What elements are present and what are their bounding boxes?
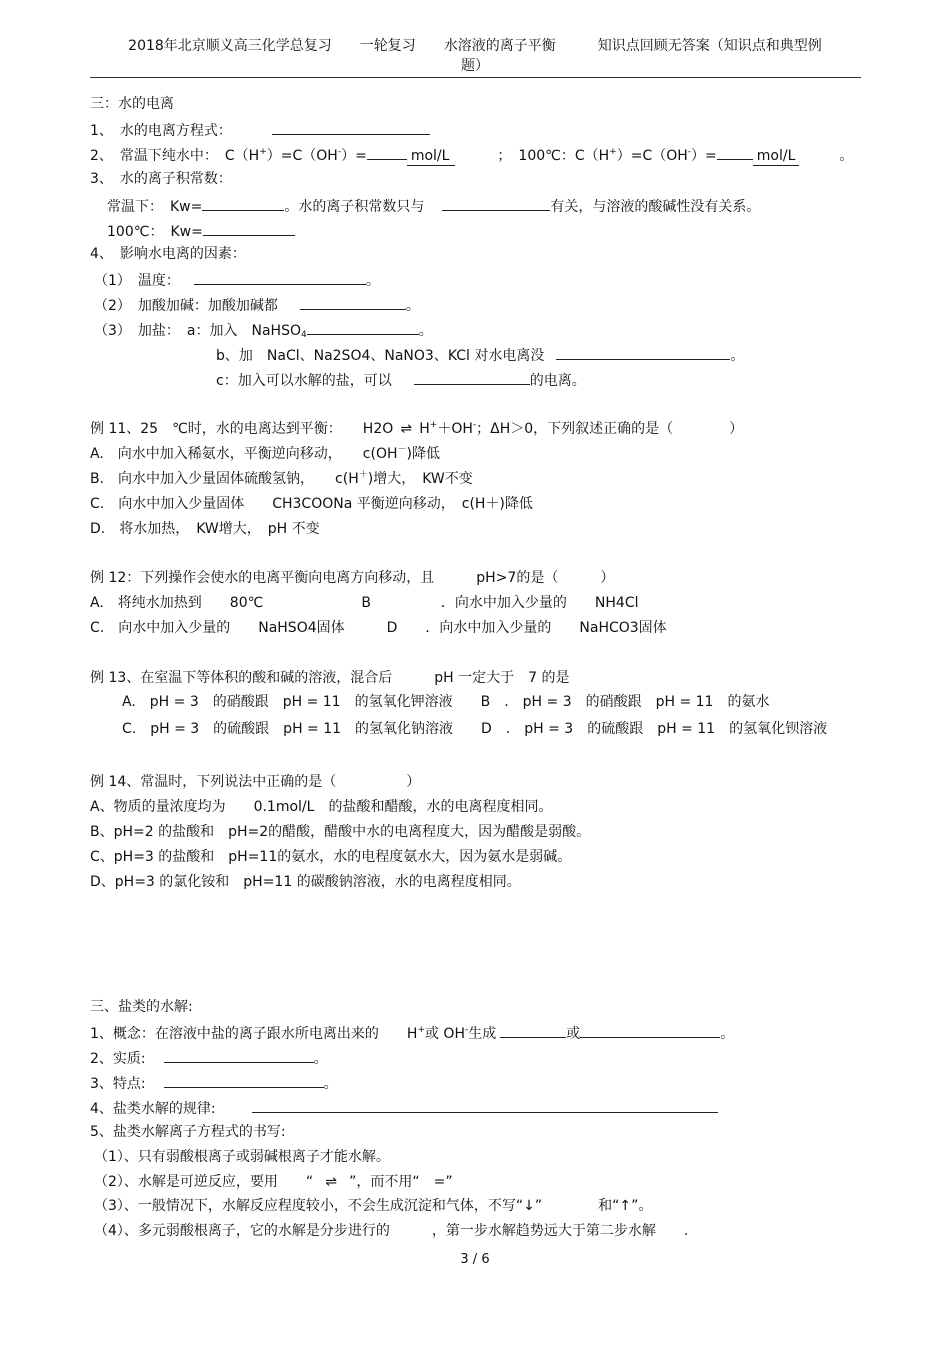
ex11-option-d: D. 将水加热， KW增大， pH 不变 (90, 521, 320, 537)
ex11-stem-a: 例 11、25 ℃时，水的电离达到平衡： H2O (90, 421, 394, 437)
item-2-text-f: ）= (691, 148, 717, 164)
salt-rule-2-b: ”，而不用“ =” (349, 1174, 453, 1190)
kw-tail-text: 有关，与溶液的酸碱性没有关系。 (550, 199, 761, 215)
item-2 (90, 145, 853, 166)
salt-item-1 (90, 1023, 734, 1043)
salt-item-3 (90, 1073, 338, 1093)
blank-salt-c (414, 370, 530, 385)
period: 。 (313, 1051, 328, 1067)
factor-temperature-label: （1） 温度： (94, 273, 180, 289)
example-12-stem: 例 12：下列操作会使水的电离平衡向电离方向移动，且 pH>7的是（ ） (90, 570, 615, 586)
salt-rule-label: 4、盐类水解的规律: (90, 1101, 216, 1117)
salt-rule-3: （3）、一般情况下，水解反应程度较小，不会生成沉淀和气体，不写“↓” 和“↑”。 (94, 1198, 653, 1214)
superscript-plus-4: ＋ (358, 470, 368, 480)
salt-item-5: 5、盐类水解离子方程式的书写: (90, 1124, 286, 1140)
header-line-1: 2018年北京顺义高三化学总复习 一轮复习 水溶液的离子平衡 知识点回顾无答案（知识点和典型例 (128, 38, 822, 54)
salt-concept-text: 1、概念：在溶液中盐的离子跟水所电离出来的 H (90, 1026, 418, 1042)
superscript-plus-5: + (417, 1025, 425, 1035)
page-header (90, 36, 860, 76)
unit-mol-per-l: mol/L (407, 147, 456, 166)
blank-25c-concentration (367, 145, 407, 160)
item-4: 4、 影响水电离的因素： (90, 246, 246, 262)
blank-rule (252, 1098, 718, 1113)
superscript-plus-2: + (609, 147, 617, 157)
page-number: 3 / 6 (460, 1252, 490, 1267)
ex12-options-cd: C. 向水中加入少量的 NaHSO4固体 D ．向水中加入少量的 NaHCO3固体 (90, 620, 667, 636)
ex11-b-text: B. 向水中加入少量固体硫酸氢钠， c(H (90, 471, 359, 487)
example-13-stem: 例 13、在室温下等体积的酸和碱的溶液，混合后 pH 一定大于 7 的是 (90, 670, 570, 686)
item-4-2 (94, 295, 420, 315)
period: 。 (720, 1026, 735, 1042)
blank-salt-b (556, 345, 730, 360)
salt-rule-4: （4）、多元弱酸根离子，它的水解是分步进行的 ，第一步水解趋势远大于第二步水解 . (94, 1223, 689, 1239)
kw-100c-label: 100℃： Kw= (107, 224, 203, 240)
ex11-option-c: C. 向水中加入少量固体 CH3COONa 平衡逆向移动， c(H＋)降低 (90, 496, 533, 512)
superscript-plus: + (259, 147, 267, 157)
salt-c-text: c：加入可以水解的盐，可以 (216, 373, 392, 389)
ex11-b-tail: )增大， KW不变 (367, 471, 473, 487)
period: 。 (323, 1076, 338, 1092)
ex12-options-ab: A. 将纯水加热到 80℃ B ．向水中加入少量的 NH4Cl (90, 595, 639, 611)
item-3-room-temp (107, 196, 760, 216)
salt-concept-or-2: 或 (566, 1026, 581, 1042)
salt-item-4 (90, 1098, 718, 1118)
item-4-3 (94, 320, 433, 340)
salt-rule-1: （1）、只有弱酸根离子或弱碱根离子才能水解。 (94, 1149, 390, 1165)
header-line-2: 题） (461, 58, 489, 74)
item-2-text-b: ）=C（OH (266, 148, 338, 164)
superscript-plus-3: + (429, 420, 438, 430)
kw-room-temp-label: 常温下： Kw= (107, 199, 203, 215)
blank-concept-2 (580, 1023, 720, 1038)
reversible-arrow-icon: ⇌ (325, 1174, 338, 1190)
item-2-period: 。 (839, 148, 854, 164)
salt-rule-2 (94, 1173, 453, 1191)
item-4-3-c (216, 370, 586, 390)
item-1-label: 1、 水的电离方程式： (90, 123, 232, 139)
ex11-stem-c: ＋OH (437, 421, 473, 437)
kw-depends-text: 。水的离子积常数只与 (284, 199, 425, 215)
blank-kw-100c (203, 221, 295, 236)
period: 。 (418, 323, 433, 339)
equilibrium-arrow-icon: ⇌ (400, 421, 413, 437)
blank-acid-base (300, 295, 406, 310)
superscript-minus-5: - (464, 1025, 469, 1035)
salt-rule-2-a: （2）、水解是可逆反应，要用 “ (94, 1174, 314, 1190)
item-4-3-b (216, 345, 744, 365)
ex11-option-b (90, 470, 473, 488)
ex11-a-tail: )降低 (406, 446, 440, 462)
item-3-100c (107, 221, 295, 241)
salt-feature-label: 3、特点: (90, 1076, 146, 1092)
unit-mol-per-l-2: mol/L (753, 147, 800, 166)
header-divider (90, 77, 861, 78)
section-title-salt-hydrolysis: 三、盐类的水解: (90, 999, 193, 1015)
salt-concept-produce: 生成 (468, 1026, 497, 1042)
blank-kw-room-temp (202, 196, 284, 211)
item-2-text-d: ； 100℃：C（H (497, 148, 610, 164)
subscript-4: 4 (300, 330, 307, 340)
ex13-options-cd: C. pH = 3 的硫酸跟 pH = 11 的氢氧化钠溶液 D . pH = 3 的硫酸跟 pH = 11 的氢氧化钡溶液 (122, 721, 828, 737)
factor-acid-base-label: （2） 加酸加碱：加酸加碱都 (94, 298, 278, 314)
factor-salt-label: （3） 加盐： a：加入 NaHSO (94, 323, 301, 339)
item-3: 3、 水的离子积常数： (90, 171, 232, 187)
item-1 (90, 120, 430, 140)
example-11-stem (90, 420, 743, 438)
blank-kw-depends (442, 196, 550, 211)
superscript-minus-2: - (687, 147, 692, 157)
ex11-a-text: A. 向水中加入稀氨水，平衡逆向移动， c(OH (90, 446, 398, 462)
blank-essence (164, 1048, 314, 1063)
ex14-option-b: B、pH=2 的盐酸和 pH=2的醋酸，醋酸中水的电离程度大，因为醋酸是弱酸。 (90, 824, 591, 840)
superscript-minus: - (337, 147, 342, 157)
salt-concept-or: 或 OH (424, 1026, 465, 1042)
salt-c-tail: 的电离。 (529, 373, 586, 389)
item-2-text-a: 2、 常温下纯水中： C（H (90, 148, 260, 164)
ex13-options-ab: A. pH = 3 的硝酸跟 pH = 11 的氢氧化钾溶液 B . pH = 3 的硝酸跟 pH = 11 的氨水 (122, 694, 770, 710)
ex11-stem-d: ；ΔH＞0，下列叙述正确的是（ ） (476, 421, 744, 437)
salt-b-text: b、加 NaCl、Na2SO4、NaNO3、KCl 对水电离没 (216, 348, 545, 364)
blank-concept-1 (500, 1023, 566, 1038)
period: 。 (365, 273, 380, 289)
period: 。 (730, 348, 745, 364)
salt-item-2 (90, 1048, 328, 1068)
ex14-option-c: C、pH=3 的盐酸和 pH=11的氨水，水的电程度氨水大，因为氨水是弱碱。 (90, 849, 572, 865)
blank-temperature (194, 270, 366, 285)
item-4-1 (94, 270, 380, 290)
salt-essence-label: 2、实质: (90, 1051, 146, 1067)
superscript-minus-3: - (472, 420, 477, 430)
blank-ionization-equation (272, 120, 430, 135)
item-2-text-e: ）=C（OH (616, 148, 688, 164)
ex11-stem-b: H (419, 421, 430, 437)
blank-feature (164, 1073, 324, 1088)
item-2-text-c: ）= (341, 148, 367, 164)
ex11-option-a (90, 445, 440, 463)
section-title-water-ionization: 三：水的电离 (90, 96, 174, 112)
example-14-stem: 例 14、常温时，下列说法中正确的是（ ） (90, 774, 421, 790)
blank-100c-concentration (717, 145, 753, 160)
blank-nahso4 (307, 320, 419, 335)
ex14-option-d: D、pH=3 的氯化铵和 pH=11 的碳酸钠溶液，水的电离程度相同。 (90, 874, 521, 890)
ex14-option-a: A、物质的量浓度均为 0.1mol/L 的盐酸和醋酸，水的电离程度相同。 (90, 799, 553, 815)
superscript-minus-4: － (397, 445, 407, 455)
period: 。 (405, 298, 420, 314)
